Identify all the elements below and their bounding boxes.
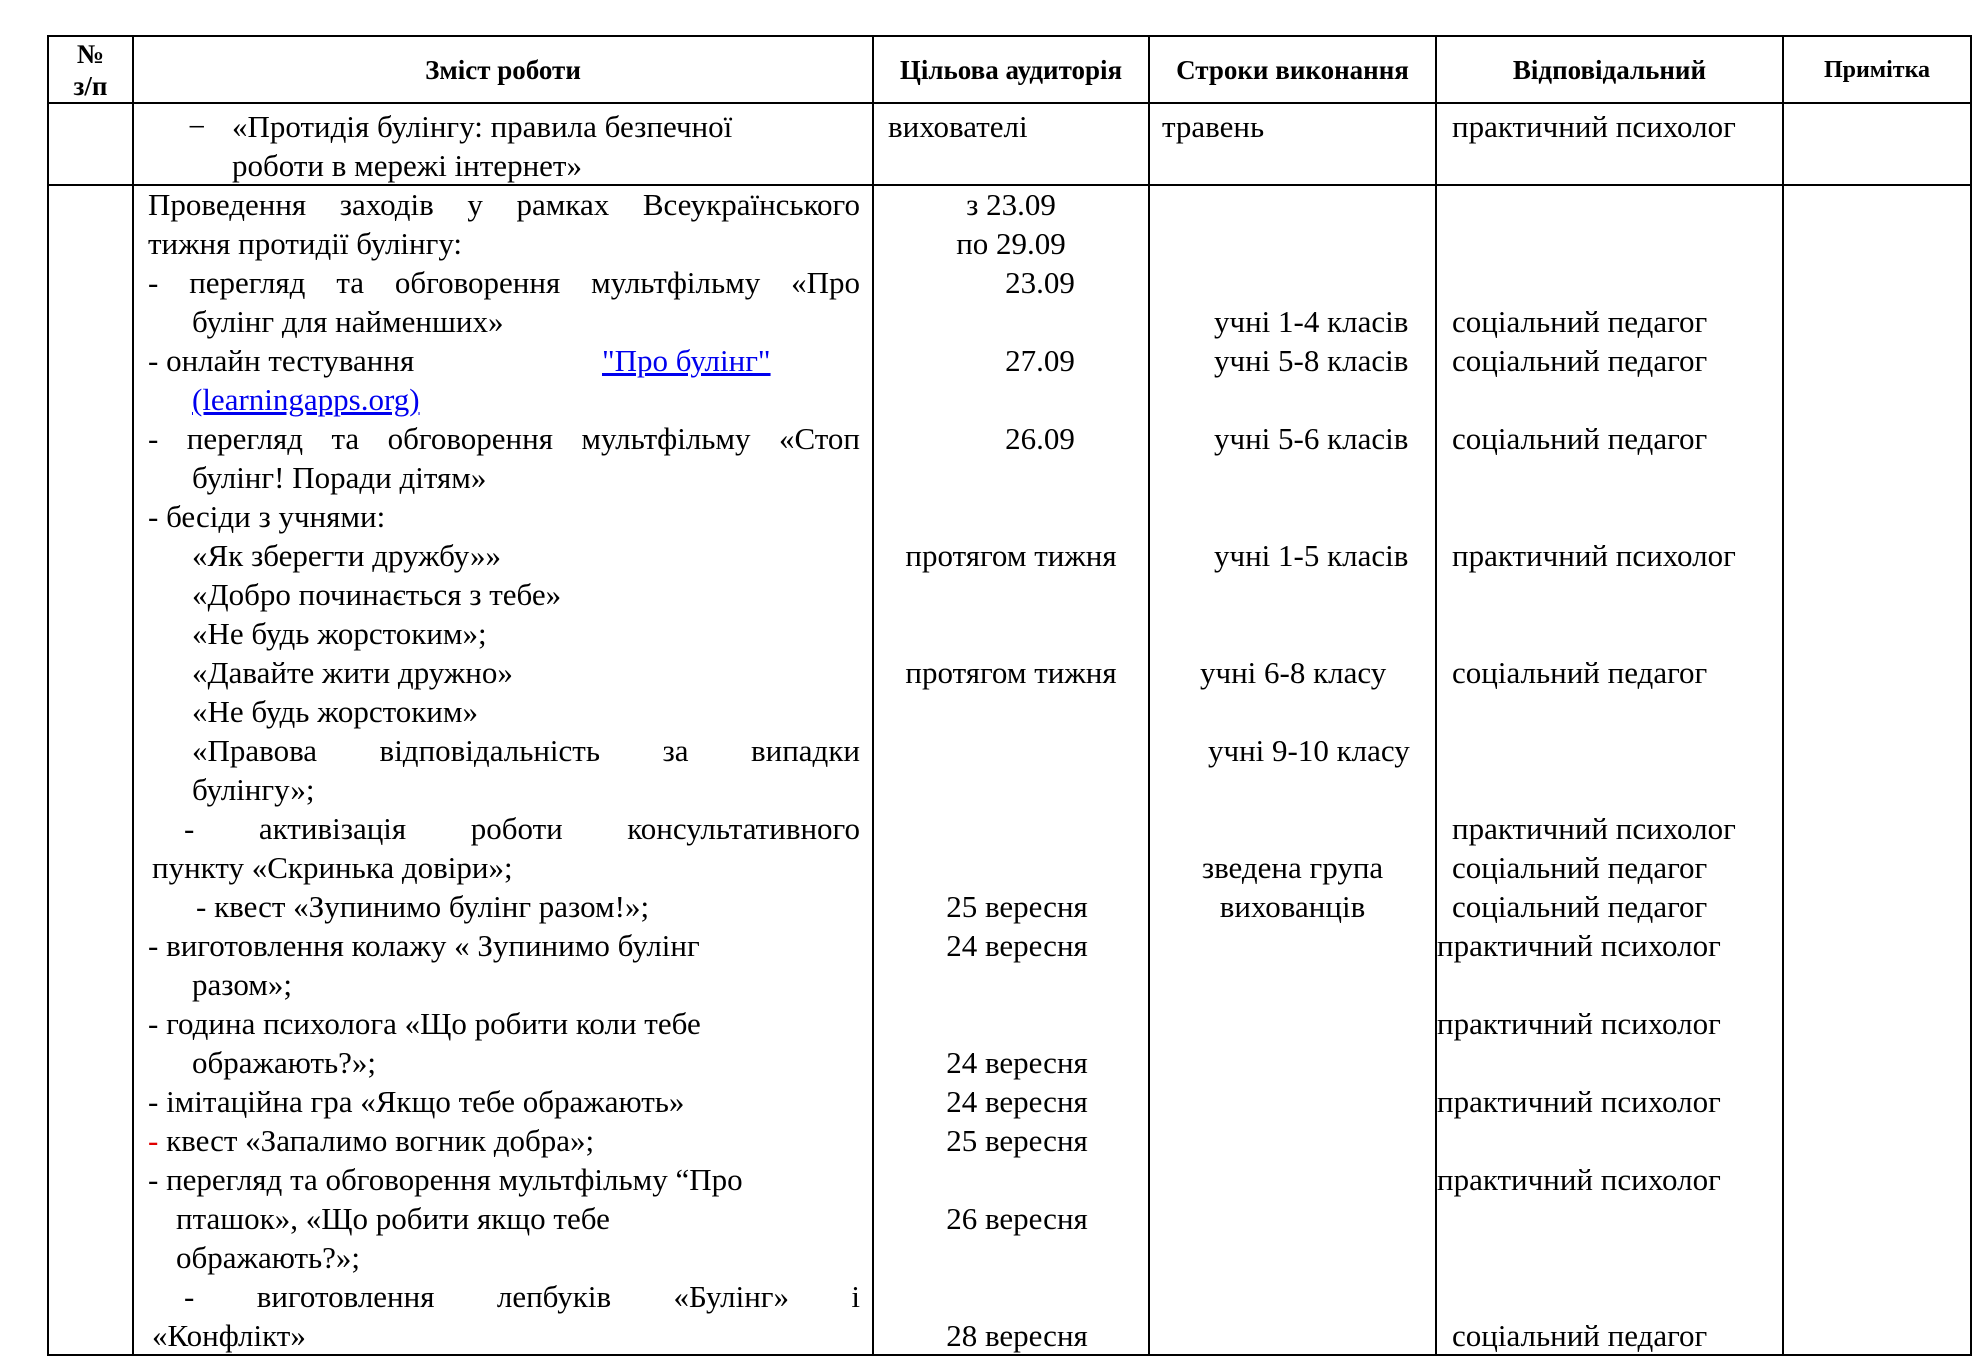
row2-line-20: - виготовлення колажу « Зупинимо булінг: [148, 928, 700, 963]
col-line-5: [1782, 35, 1784, 1356]
row2-line-09: - бесіди з учнями:: [148, 499, 386, 534]
aud-5: 26.09: [1005, 421, 1075, 456]
row1-line2: роботи в мережі інтернет»: [232, 148, 582, 183]
table-border-top: [47, 35, 1972, 37]
resp-2: соціальний педагог: [1452, 343, 1708, 378]
row2-line-30: «Конфлікт»: [152, 1318, 306, 1353]
deadline-2: учні 5-8 класів: [1214, 343, 1409, 378]
row2-line-24: - імітаційна гра «Якщо тебе ображають»: [148, 1084, 685, 1119]
deadline-7: зведена група: [1201, 850, 1384, 885]
aud-2: по 29.09: [956, 226, 1066, 261]
row2-line-08: булінг! Поради дітям»: [192, 460, 487, 495]
resp-12: практичний психолог: [1437, 1162, 1721, 1197]
row2-line-13: «Давайте жити дружно»: [192, 655, 513, 690]
row2-line-10: «Як зберегти дружбу»»: [192, 538, 502, 573]
resp-3: соціальний педагог: [1452, 421, 1708, 456]
row2-line-15: «Правова відповідальність за випадки: [192, 733, 860, 768]
row2-line-07: - перегляд та обговорення мультфільму «Стоп: [148, 421, 860, 456]
aud-3: 23.09: [1005, 265, 1075, 300]
row1-line1: «Протидія булінгу: правила безпечної: [232, 109, 733, 144]
resp-6: практичний психолог: [1452, 811, 1736, 846]
col-line-6: [1970, 35, 1972, 1356]
resp-13: соціальний педагог: [1452, 1318, 1708, 1353]
deadline-4: учні 1-5 класів: [1214, 538, 1409, 573]
row1-audience: вихователі: [888, 109, 1028, 144]
deadline-1: учні 1-4 класів: [1214, 304, 1409, 339]
resp-10: практичний психолог: [1437, 1006, 1721, 1041]
row2-line-03: - перегляд та обговорення мультфільму «Про: [148, 265, 860, 300]
aud-14: 28 вересня: [946, 1318, 1088, 1353]
row2-line-25: [148, 1121, 594, 1160]
row2-line-26: - перегляд та обговорення мультфільму “Про: [148, 1162, 743, 1197]
deadline-3: учні 5-6 класів: [1214, 421, 1409, 456]
aud-12: 25 вересня: [946, 1123, 1088, 1158]
col-line-4: [1435, 35, 1437, 1356]
deadline-6: учні 9-10 класу: [1208, 733, 1410, 768]
resp-11: практичний психолог: [1437, 1084, 1721, 1119]
row2-line-27: пташок», «Що робити якщо тебе: [176, 1201, 610, 1236]
row1-responsible: практичний психолог: [1452, 109, 1736, 144]
row2-line-23: ображають?»;: [192, 1045, 377, 1080]
red-dash: -: [148, 1123, 159, 1158]
row2-line-05: - онлайн тестування: [148, 343, 415, 378]
learningapps-link-url[interactable]: (learningapps.org): [192, 382, 420, 417]
aud-4: 27.09: [1005, 343, 1075, 378]
header-number-line1: №: [76, 39, 105, 69]
header-number: [49, 38, 132, 102]
row2-line-16: булінгу»;: [192, 772, 315, 807]
header-note: Примітка: [1823, 57, 1931, 83]
resp-9: практичний психолог: [1437, 928, 1721, 963]
resp-8: соціальний педагог: [1452, 889, 1708, 924]
row2-line-11: «Добро починається з тебе»: [192, 577, 562, 612]
resp-7: соціальний педагог: [1452, 850, 1708, 885]
resp-5: соціальний педагог: [1452, 655, 1708, 690]
row1-deadline: травень: [1162, 109, 1265, 144]
row2-line-18: пункту «Скринька довіри»;: [152, 850, 513, 885]
aud-6: протягом тижня: [905, 538, 1117, 573]
aud-8: 25 вересня: [946, 889, 1088, 924]
resp-4: практичний психолог: [1452, 538, 1736, 573]
deadline-8: вихованців: [1219, 889, 1366, 924]
aud-7: протягом тижня: [905, 655, 1117, 690]
aud-11: 24 вересня: [946, 1084, 1088, 1119]
header-number-line2: з/п: [73, 71, 108, 101]
row2-line-04: булінг для найменших»: [192, 304, 504, 339]
aud-10: 24 вересня: [946, 1045, 1088, 1080]
row1-bullet: −: [188, 109, 206, 144]
resp-1: соціальний педагог: [1452, 304, 1708, 339]
learningapps-link[interactable]: "Про булінг": [602, 343, 771, 378]
row2-line-29: - виготовлення лепбуків «Булінг» і: [184, 1279, 860, 1314]
header-content: Зміст роботи: [425, 55, 581, 85]
row2-line-22: - година психолога «Що робити коли тебе: [148, 1006, 701, 1041]
aud-9: 24 вересня: [946, 928, 1088, 963]
header-deadline: Строки виконання: [1176, 55, 1409, 85]
aud-1: з 23.09: [966, 187, 1056, 222]
quest-text: квест «Запалимо вогник добра»;: [158, 1123, 595, 1158]
row2-line-02: тижня протидії булінгу:: [148, 226, 463, 261]
row2-line-28: ображають?»;: [176, 1240, 361, 1275]
aud-13: 26 вересня: [946, 1201, 1088, 1236]
col-line-1: [132, 35, 134, 1356]
row2-line-01: Проведення заходів у рамках Всеукраїнського: [148, 187, 860, 222]
row2-line-14: «Не будь жорстоким»: [192, 694, 479, 729]
row2-line-19: - квест «Зупинимо булінг разом!»;: [196, 889, 650, 924]
row2-line-21: разом»;: [192, 967, 292, 1002]
header-bottom-line: [47, 102, 1972, 104]
row2-line-12: «Не будь жорстоким»;: [192, 616, 487, 651]
deadline-5: учні 6-8 класу: [1200, 655, 1387, 690]
header-audience: Цільова аудиторія: [899, 55, 1123, 85]
col-line-0: [47, 35, 49, 1356]
header-responsible: Відповідальний: [1512, 55, 1707, 85]
row2-line-17: - активізація роботи консультативного: [184, 811, 860, 846]
